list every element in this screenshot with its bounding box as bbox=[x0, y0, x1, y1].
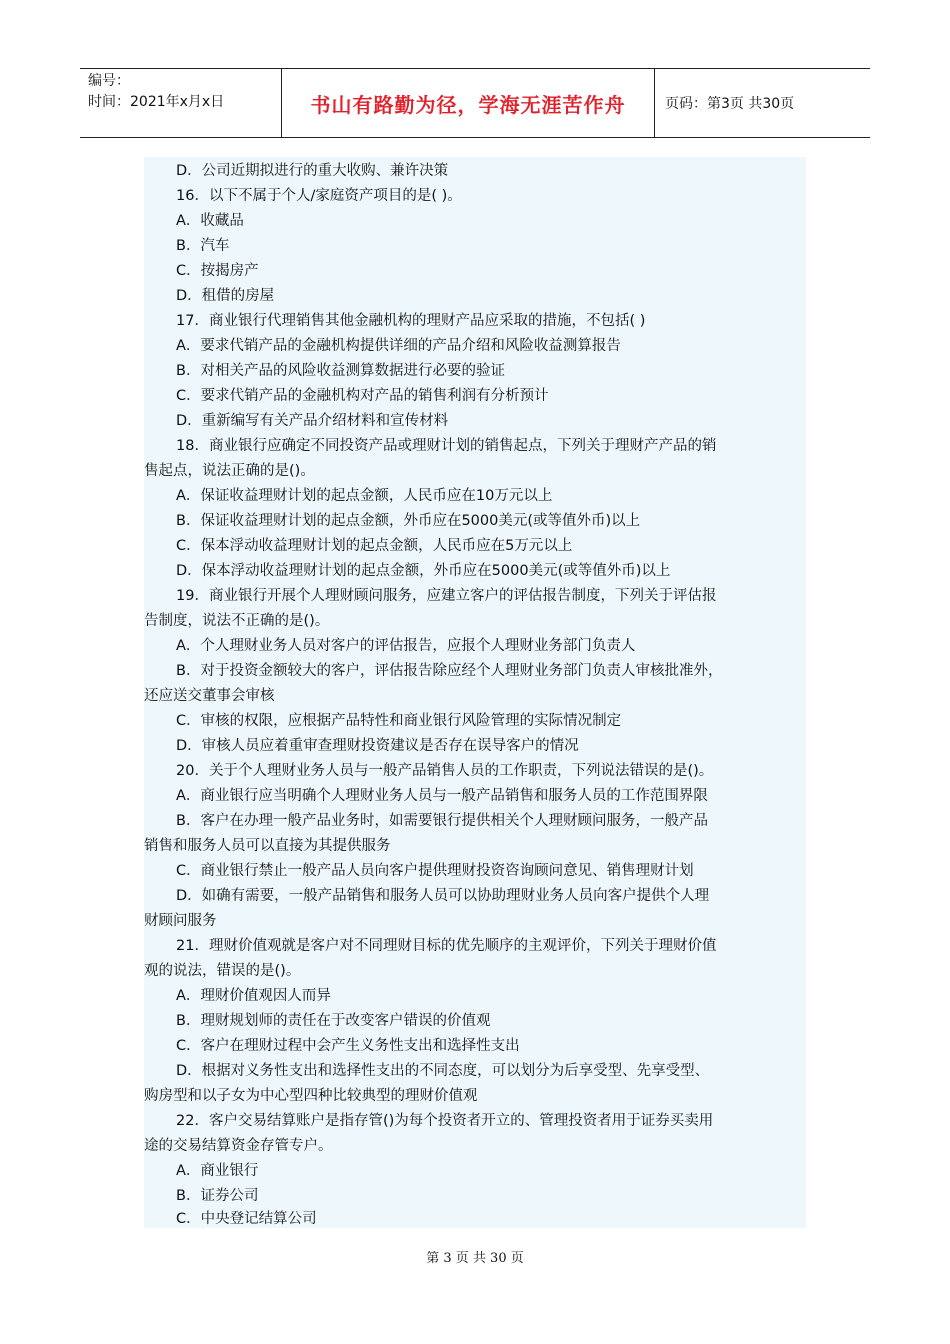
option-a: A．商业银行 bbox=[176, 1163, 259, 1179]
option-a: A．个人理财业务人员对客户的评估报告，应报个人理财业务部门负责人 bbox=[176, 638, 636, 654]
header-left-cell bbox=[80, 69, 282, 137]
option-d: D．重新编写有关产品介绍材料和宣传材料 bbox=[176, 413, 449, 429]
time-label: 时间：2021年x月x日 bbox=[88, 94, 225, 110]
option-b-cont: 销售和服务人员可以直接为其提供服务 bbox=[144, 838, 391, 854]
option-d: D．根据对义务性支出和选择性支出的不同态度，可以划分为后享受型、先享受型、 bbox=[176, 1063, 710, 1079]
question-21-cont: 观的说法，错误的是()。 bbox=[144, 963, 301, 979]
page-code: 页码：第3页 共30页 bbox=[665, 96, 795, 112]
question-21: 21．理财价值观就是客户对不同理财目标的优先顺序的主观评价，下列关于理财价值 bbox=[176, 938, 717, 954]
option-b: B．对相关产品的风险收益测算数据进行必要的验证 bbox=[176, 363, 505, 379]
option-b: B．对于投资金额较大的客户，评估报告除应经个人理财业务部门负责人审核批准外， bbox=[176, 663, 723, 679]
option-d-cont: 购房型和以子女为中心型四种比较典型的理财价值观 bbox=[144, 1088, 478, 1104]
header-motto-cell bbox=[282, 69, 655, 137]
question-20: 20．关于个人理财业务人员与一般产品销售人员的工作职责，下列说法错误的是()。 bbox=[176, 763, 714, 779]
text-line: D．公司近期拟进行的重大收购、兼许决策 bbox=[176, 163, 449, 179]
question-19: 19．商业银行开展个人理财顾问服务，应建立客户的评估报告制度，下列关于评估报 bbox=[176, 588, 717, 604]
question-18-cont: 售起点，说法正确的是()。 bbox=[144, 463, 315, 479]
question-17: 17．商业银行代理销售其他金融机构的理财产品应采取的措施，不包括( ) bbox=[176, 313, 646, 329]
question-19-cont: 告制度，说法不正确的是()。 bbox=[144, 613, 330, 629]
page-footer: 第 3 页 共 30 页 bbox=[426, 1251, 524, 1266]
option-d: D．审核人员应着重审查理财投资建议是否存在误导客户的情况 bbox=[176, 738, 579, 754]
option-d: D．如确有需要，一般产品销售和服务人员可以协助理财业务人员向客户提供个人理 bbox=[176, 888, 710, 904]
option-a: A．收藏品 bbox=[176, 213, 244, 229]
option-d: D．租借的房屋 bbox=[176, 288, 275, 304]
option-a: A．保证收益理财计划的起点金额，人民币应在10万元以上 bbox=[176, 488, 553, 504]
option-d: D．保本浮动收益理财计划的起点金额，外币应在5000美元(或等值外币)以上 bbox=[176, 563, 671, 579]
option-c: C．审核的权限，应根据产品特性和商业银行风险管理的实际情况制定 bbox=[176, 713, 622, 729]
option-b: B．汽车 bbox=[176, 238, 230, 254]
option-b-cont: 还应送交董事会审核 bbox=[144, 688, 275, 704]
option-a: A．理财价值观因人而异 bbox=[176, 988, 331, 1004]
question-16: 16．以下不属于个人/家庭资产项目的是( )。 bbox=[176, 188, 462, 204]
option-b: B．证券公司 bbox=[176, 1188, 259, 1204]
option-c: C．要求代销产品的金融机构对产品的销售利润有分析预计 bbox=[176, 388, 549, 404]
option-a: A．商业银行应当明确个人理财业务人员与一般产品销售和服务人员的工作范围界限 bbox=[176, 788, 708, 804]
page-header bbox=[80, 68, 870, 138]
option-b: B．保证收益理财计划的起点金额，外币应在5000美元(或等值外币)以上 bbox=[176, 513, 641, 529]
option-c: C．中央登记结算公司 bbox=[176, 1211, 317, 1227]
option-a: A．要求代销产品的金融机构提供详细的产品介绍和风险收益测算报告 bbox=[176, 338, 621, 354]
option-c: C．客户在理财过程中会产生义务性支出和选择性支出 bbox=[176, 1038, 520, 1054]
option-d-cont: 财顾问服务 bbox=[144, 913, 217, 929]
option-b: B．理财规划师的责任在于改变客户错误的价值观 bbox=[176, 1013, 491, 1029]
question-18: 18．商业银行应确定不同投资产品或理财计划的销售起点，下列关于理财产产品的销 bbox=[176, 438, 717, 454]
number-label: 编号： bbox=[88, 73, 130, 89]
document-body bbox=[144, 157, 806, 1228]
option-c: C．商业银行禁止一般产品人员向客户提供理财投资咨询顾问意见、销售理财计划 bbox=[176, 863, 694, 879]
option-c: C．保本浮动收益理财计划的起点金额，人民币应在5万元以上 bbox=[176, 538, 573, 554]
option-b: B．客户在办理一般产品业务时，如需要银行提供相关个人理财顾问服务，一般产品 bbox=[176, 813, 708, 829]
question-22: 22．客户交易结算账户是指存管()为每个投资者开立的、管理投资者用于证券买卖用 bbox=[176, 1113, 714, 1129]
option-c: C．按揭房产 bbox=[176, 263, 259, 279]
motto-text: 书山有路勤为径，学海无涯苦作舟 bbox=[310, 92, 626, 117]
question-22-cont: 途的交易结算资金存管专户。 bbox=[144, 1138, 333, 1154]
